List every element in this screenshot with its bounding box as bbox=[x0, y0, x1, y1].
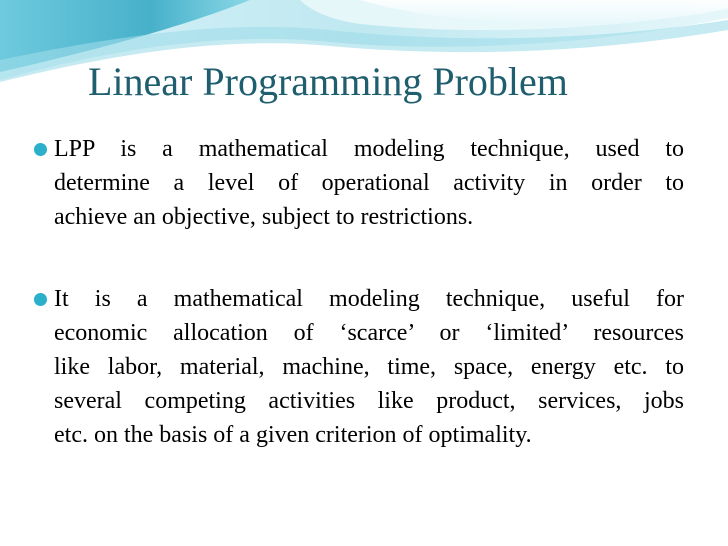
bullet-line: etc. on the basis of a given criterion of optimality. bbox=[54, 422, 532, 448]
bullet-dot-icon bbox=[34, 293, 47, 306]
bullet-line: determine a level of operational activity in order to bbox=[54, 170, 684, 196]
bullet-line: several competing activities like product, services, jobs bbox=[54, 388, 684, 414]
bullet-line: like labor, material, machine, time, space, energy etc. to bbox=[54, 354, 684, 380]
bullet-line: economic allocation of ‘scarce’ or ‘limited’ resources bbox=[54, 320, 684, 346]
bullet-line: LPP is a mathematical modeling technique, used to bbox=[54, 136, 684, 162]
bullet-text bbox=[54, 282, 684, 452]
bullet-line: It is a mathematical modeling technique, useful for bbox=[54, 286, 684, 312]
bullet-dot-icon bbox=[34, 143, 47, 156]
bullet-line: achieve an objective, subject to restrictions. bbox=[54, 204, 474, 230]
bullet-text bbox=[54, 132, 684, 234]
slide-title: Linear Programming Problem bbox=[88, 59, 568, 104]
